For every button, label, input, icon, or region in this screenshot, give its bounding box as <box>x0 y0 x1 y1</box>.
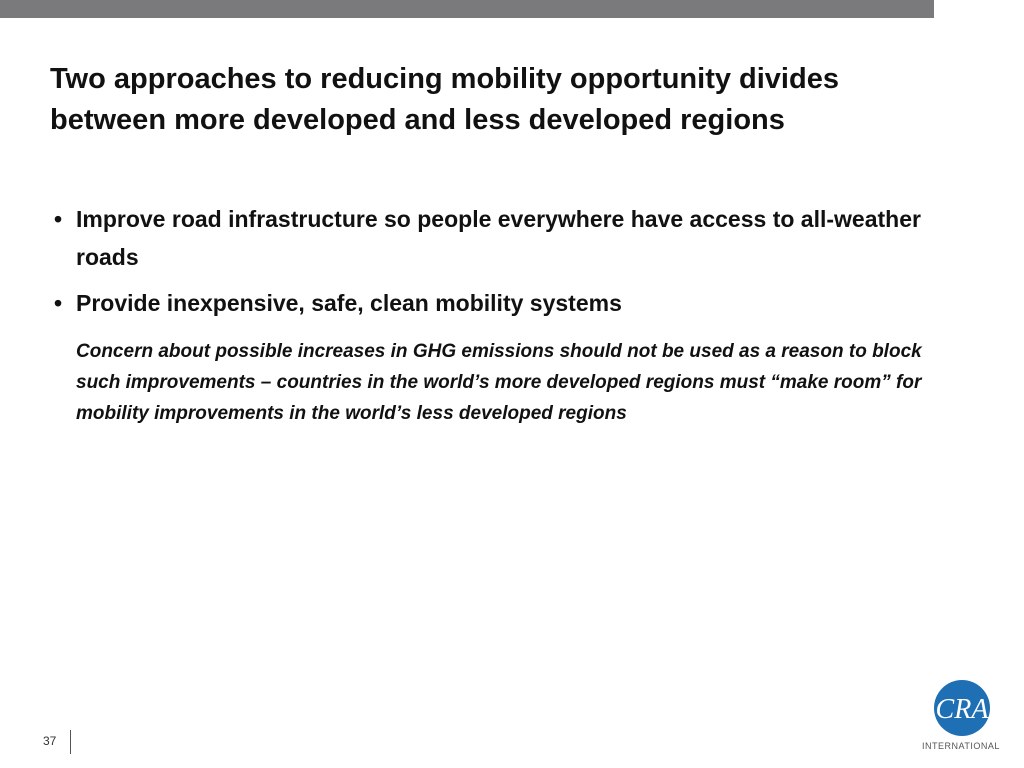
logo-caption: INTERNATIONAL <box>922 741 1000 751</box>
page-number: 37 <box>43 734 57 748</box>
bullet-marker: • <box>54 290 63 316</box>
top-decorative-bar <box>0 0 934 18</box>
bullet-item-mobility-systems <box>50 284 980 322</box>
bullet-list <box>50 200 980 330</box>
italic-note: Concern about possible increases in GHG emissions should not be used as a reason to block such improvements – countries in the world’s more developed regions must “make room” for mobility improvements in the world’s less developed regions <box>76 341 922 424</box>
bullet-text: Improve road infrastructure so people everywhere have access to all-weather roads <box>76 206 921 270</box>
slide-title: Two approaches to reducing mobility opportunity divides between more developed and less developed regions <box>50 63 839 136</box>
page-divider <box>70 730 71 754</box>
bullet-marker: • <box>54 206 63 232</box>
bullet-text: Provide inexpensive, safe, clean mobility systems <box>76 290 622 316</box>
bullet-item-road-infrastructure <box>50 200 980 276</box>
logo-text: CRA <box>935 694 989 725</box>
